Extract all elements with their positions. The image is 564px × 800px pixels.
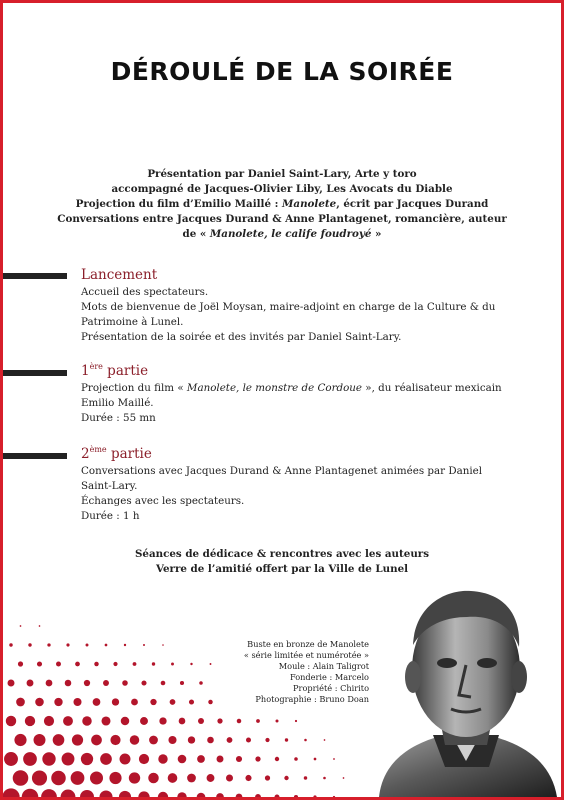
film-title: Manolete (282, 198, 337, 210)
closing-line-1: Séances de dédicace & rencontres avec les auteurs (134, 548, 430, 560)
halftone-dot (41, 789, 57, 797)
halftone-dot (143, 644, 145, 646)
halftone-dot (18, 661, 23, 666)
section-title-lancement: Lancement (81, 267, 158, 283)
halftone-dot (265, 738, 269, 742)
halftone-dot (61, 790, 76, 797)
caption-line: Moule : Alain Taligrot (278, 661, 369, 671)
halftone-dot (14, 734, 26, 746)
halftone-dot (109, 772, 121, 784)
section-line: Emilio Maillé. (81, 397, 154, 409)
intro-line-1: Présentation par Daniel Saint-Lary, Arte y toro (147, 168, 417, 180)
intro-line-4: Conversations entre Jacques Durand & Anne Plantagenet, romancière, auteur (57, 213, 507, 225)
halftone-dot (180, 681, 184, 685)
halftone-dot (276, 720, 279, 723)
halftone-dot (63, 716, 73, 726)
halftone-dot (94, 662, 98, 666)
halftone-dot (188, 736, 195, 743)
halftone-dot (158, 792, 168, 797)
caption-line: « série limitée et numérotée » (243, 650, 369, 660)
closing-block (3, 547, 561, 577)
halftone-dot (217, 718, 222, 723)
intro-line-2: accompagné de Jacques-Olivier Liby, Les Avocats du Diable (111, 183, 453, 195)
section-body-lancement (81, 285, 537, 345)
caption-line: Propriété : Chirito (293, 683, 369, 693)
halftone-dot (32, 770, 47, 785)
halftone-dot (101, 716, 110, 725)
halftone-dot (168, 736, 176, 744)
section-line: Échanges avec les spectateurs. (81, 495, 245, 507)
section-line: Mots de bienvenue de Joël Moysan, maire-adjoint en charge de la Culture & du (81, 301, 496, 313)
closing-line-2: Verre de l’amitié offert par la Ville de Lunel (155, 563, 409, 575)
halftone-dot (73, 698, 81, 706)
section-bar-lancement (3, 273, 67, 279)
halftone-dot (62, 753, 75, 766)
halftone-dot (285, 738, 288, 741)
film-title: Manolete, le monstre de Cordoue (186, 382, 363, 394)
halftone-dot (198, 718, 204, 724)
halftone-dot (275, 757, 279, 761)
page-title: DÉROULÉ DE LA SOIRÉE (110, 57, 454, 86)
section-line: Projection du film « Manolete, le monstre de Cordoue », du réalisateur mexicain (81, 382, 502, 394)
halftone-dot (56, 662, 61, 667)
halftone-dot (121, 717, 130, 726)
halftone-dot (37, 661, 42, 666)
halftone-dot (138, 791, 149, 797)
halftone-dot (100, 753, 112, 765)
halftone-dot (120, 754, 131, 765)
halftone-dot (46, 680, 53, 687)
halftone-dot (103, 680, 109, 686)
halftone-dot (119, 791, 131, 797)
halftone-dot (236, 756, 242, 762)
halftone-dot (131, 699, 138, 706)
halftone-dot (133, 662, 137, 666)
halftone-dot (124, 644, 126, 646)
halftone-dot (236, 794, 243, 797)
halftone-dot (23, 752, 37, 766)
halftone-dot (105, 644, 108, 647)
halftone-dot (110, 735, 120, 745)
section-line: Durée : 1 h (81, 510, 140, 522)
halftone-dot (189, 699, 194, 704)
halftone-dot (35, 698, 44, 707)
halftone-dot (324, 739, 326, 741)
halftone-dot (217, 756, 224, 763)
halftone-dot (13, 770, 29, 786)
halftone-dot (82, 716, 91, 725)
halftone-dot (39, 625, 41, 627)
halftone-dot (150, 699, 156, 705)
halftone-dot (129, 772, 140, 783)
halftone-dot (113, 662, 117, 666)
halftone-dot (44, 716, 54, 726)
halftone-dot (75, 662, 80, 667)
intro-block (15, 167, 549, 242)
halftone-dot (178, 755, 187, 764)
halftone-dot (90, 771, 103, 784)
halftone-dot (53, 734, 65, 746)
halftone-dot (65, 680, 72, 687)
halftone-dot (295, 720, 297, 722)
halftone-dot (313, 795, 316, 797)
halftone-dot (237, 719, 242, 724)
halftone-dot (152, 662, 155, 665)
halftone-dot (149, 736, 158, 745)
section-title-partie-2: 2ème partie (81, 445, 152, 462)
halftone-dot (255, 756, 260, 761)
halftone-dot (197, 755, 205, 763)
section-body-partie-1 (81, 381, 537, 426)
halftone-dot (207, 737, 214, 744)
halftone-dot (314, 758, 317, 761)
halftone-dot (140, 717, 148, 725)
halftone-dot (161, 681, 166, 686)
halftone-dot (91, 735, 102, 746)
halftone-dot (28, 643, 31, 646)
halftone-dot (159, 717, 166, 724)
bronze-bust-image (371, 585, 561, 797)
halftone-dot (54, 698, 62, 706)
section-line: Patrimoine à Lunel. (81, 316, 184, 328)
halftone-dot (47, 643, 50, 646)
halftone-dot (255, 794, 261, 797)
halftone-dot (86, 644, 89, 647)
halftone-dot (3, 788, 20, 797)
halftone-dot (256, 719, 260, 723)
halftone-dot (190, 663, 192, 665)
halftone-dot (187, 774, 196, 783)
halftone-dot (216, 793, 224, 797)
halftone-dot (4, 752, 18, 766)
halftone-dot (122, 680, 128, 686)
halftone-dot (226, 774, 233, 781)
halftone-dot (42, 752, 55, 765)
section-bar-partie-1 (3, 370, 67, 376)
caption-line: Photographie : Bruno Doan (255, 694, 369, 704)
halftone-dot (148, 773, 159, 784)
halftone-dot (162, 644, 164, 646)
halftone-dot (112, 698, 119, 705)
halftone-dot (71, 771, 85, 785)
halftone-dot (323, 777, 326, 780)
book-title: Manolete, le calife foudroyé (209, 228, 372, 240)
section-line: Saint-Lary. (81, 480, 138, 492)
halftone-dot (66, 643, 69, 646)
halftone-dot (245, 775, 251, 781)
halftone-dot (51, 771, 66, 786)
halftone-dot (93, 698, 101, 706)
intro-line-3: Projection du film d’Emilio Maillé : Manolete, écrit par Jacques Durand (75, 198, 489, 210)
halftone-dot (227, 737, 233, 743)
caption-line: Buste en bronze de Manolete (247, 639, 369, 649)
halftone-dot (81, 753, 93, 765)
halftone-dot (333, 758, 335, 760)
halftone-dot (284, 776, 288, 780)
halftone-dot (171, 663, 174, 666)
section-line: Présentation de la soirée et des invités par Daniel Saint-Lary. (81, 331, 402, 343)
halftone-dot (9, 643, 12, 646)
halftone-dot (275, 795, 280, 798)
halftone-dot (343, 777, 345, 779)
halftone-dot (8, 680, 15, 687)
halftone-dot (170, 699, 176, 705)
halftone-dot (246, 737, 251, 742)
halftone-dot (20, 625, 22, 627)
halftone-dot (16, 698, 25, 707)
halftone-dot (34, 734, 46, 746)
intro-line-5: de « Manolete, le calife foudroyé » (182, 228, 382, 240)
halftone-dot (80, 790, 94, 797)
halftone-dot (168, 773, 178, 783)
halftone-dot (99, 790, 112, 797)
section-bar-partie-2 (3, 453, 67, 459)
halftone-dot (158, 754, 167, 763)
halftone-dot (207, 774, 215, 782)
section-body-partie-2 (81, 464, 537, 524)
halftone-dot (304, 776, 307, 779)
halftone-dot (72, 734, 83, 745)
halftone-dot (6, 716, 16, 726)
halftone-dot (141, 680, 146, 685)
halftone-dot (22, 789, 39, 797)
halftone-dot (139, 754, 149, 764)
halftone-dot (304, 739, 307, 742)
halftone-dot (84, 680, 90, 686)
halftone-dot (130, 735, 140, 745)
halftone-dot (25, 716, 35, 726)
halftone-dot (177, 792, 187, 797)
section-line: Accueil des spectateurs. (81, 286, 209, 298)
photo-caption (207, 639, 369, 705)
halftone-dot (199, 681, 203, 685)
halftone-dot (294, 795, 298, 797)
halftone-dot (27, 680, 34, 687)
section-line: Conversations avec Jacques Durand & Anne Plantagenet animées par Daniel (81, 465, 483, 477)
halftone-dot (179, 718, 186, 725)
halftone-dot (197, 793, 206, 797)
halftone-dot (294, 757, 298, 761)
halftone-dot (333, 796, 335, 797)
section-line: Durée : 55 mn (81, 412, 156, 424)
halftone-dot (265, 775, 270, 780)
caption-line: Fonderie : Marcelo (289, 672, 369, 682)
section-title-partie-1: 1ère partie (81, 362, 149, 379)
